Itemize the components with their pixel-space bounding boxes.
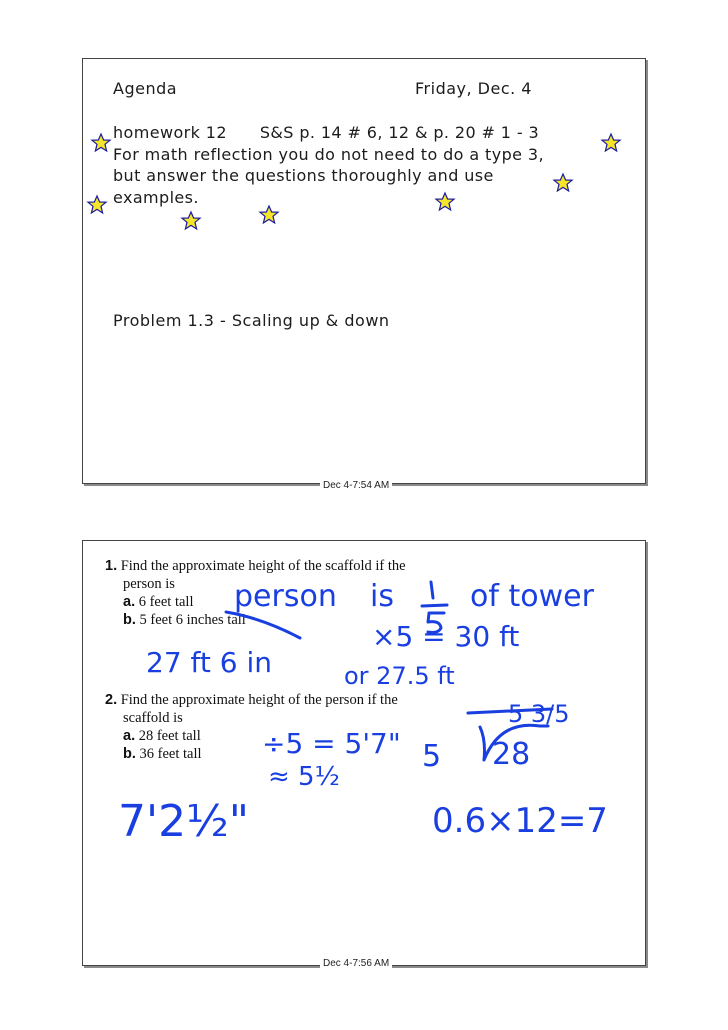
agenda-date: Friday, Dec. 4 <box>415 79 532 98</box>
ink-divisor-5: 5 <box>422 739 442 774</box>
homework-line: homework 12 S&S p. 14 # 6, 12 & p. 20 # 1 - 3 <box>113 123 540 142</box>
slide-timestamp: Dec 4-7:54 AM <box>320 480 392 491</box>
q2-number: 2. <box>105 692 118 708</box>
ink-decimal: 0.6×12=7 <box>432 801 608 841</box>
q2b-text: 36 feet tall <box>139 746 202 762</box>
q1-text: Find the approximate height of the scaffold if the <box>120 558 406 574</box>
ink-28: 28 <box>492 737 531 772</box>
agenda-title: Agenda <box>113 79 178 98</box>
reflection-line: For math reflection you do not need to do a type 3, <box>113 144 544 164</box>
q2b-label: b. <box>123 746 136 762</box>
slide-timestamp-2: Dec 4-7:56 AM <box>320 958 392 969</box>
ink-5-3-5: 5 3/5 <box>508 700 570 728</box>
q1a-text: 6 feet tall <box>138 594 194 610</box>
ink-underline <box>226 612 300 638</box>
q1a-label: a. <box>123 594 136 610</box>
reflection-line-3: examples. <box>113 187 199 207</box>
ink-of-tower: of tower <box>470 579 594 614</box>
ink-times-five: ×5 = 30 ft <box>372 620 520 653</box>
ink-fraction-one <box>431 582 433 598</box>
q2-text: Find the approximate height of the person if the <box>120 692 398 708</box>
q1b-text: 5 feet 6 inches tall <box>139 612 246 628</box>
ink-approx: ≈ 5½ <box>268 762 340 792</box>
q1-number: 1. <box>105 558 118 574</box>
q2-text-2: scaffold is <box>123 710 183 726</box>
reflection-line-2: but answer the questions thoroughly and use <box>113 166 494 185</box>
ink-or: or 27.5 ft <box>344 662 455 690</box>
ink-divide-five: ÷5 = 5'7" <box>262 727 401 760</box>
ink-is: is <box>370 579 394 614</box>
q2a-text: 28 feet tall <box>138 728 201 744</box>
q1b-label: b. <box>123 612 136 628</box>
q2a-label: a. <box>123 728 136 744</box>
ink-person: person <box>234 579 337 614</box>
ink-7-2-half: 7'2½" <box>118 796 249 847</box>
ink-fraction-bar <box>422 605 447 606</box>
problem-title: Problem 1.3 - Scaling up & down <box>113 311 390 330</box>
q1-text-2: person is <box>123 576 175 592</box>
ink-27ft: 27 ft 6 in <box>146 646 273 679</box>
